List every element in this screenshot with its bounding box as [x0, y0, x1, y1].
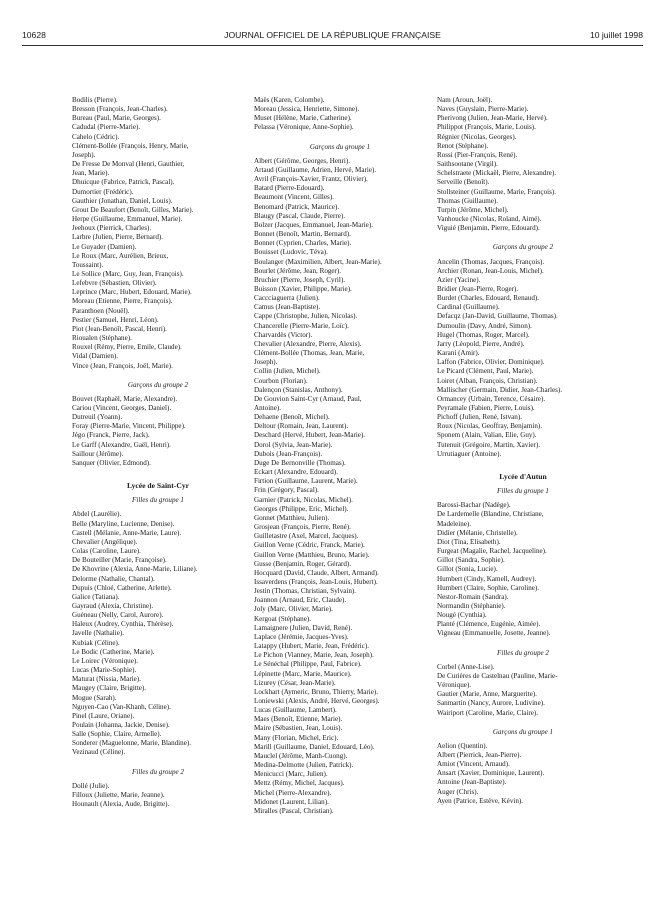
name-entry: Dalençon (Stanislas, Anthony). — [254, 385, 343, 394]
name-entry: Archier (Ronan, Jean-Louis, Michel). — [437, 266, 544, 275]
name-entry: Bouisset (Ludovic, Téva). — [254, 248, 328, 257]
name-entry: Bonnet (Benoît, Martin, Bernard). — [254, 230, 351, 239]
name-entry: Joseph). — [72, 150, 96, 159]
name-entry: Bourlet (Jérôme, Jean, Roger). — [254, 266, 342, 275]
name-entry: Guéneau (Nelly, Carol, Aurore). — [72, 611, 164, 620]
name-entry: Pherivong (Julien, Jean-Marie, Hervé). — [437, 114, 548, 123]
name-entry: Lucas (Guillaume, Lambert). — [254, 706, 337, 715]
name-entry: Dhuicque (Fabrice, Patrick, Pascal). — [72, 178, 175, 187]
name-entry: Ansart (Xavier, Dominique, Laurent). — [437, 769, 545, 778]
name-entry: Stollsteiner (Guillaume, Marie, François). — [437, 187, 556, 196]
name-entry: Wairiport (Caroline, Marie, Claire). — [437, 708, 539, 717]
name-entry: Defacqz (Jan-David, Guillaume, Thomas). — [437, 312, 558, 321]
name-entry: Albert (Gérôme, Georges, Henri). — [254, 156, 350, 165]
name-entry: Hounault (Alexia, Aude, Brigitte). — [72, 800, 170, 809]
name-entry: Maës (Karen, Colombe). — [254, 96, 325, 104]
name-entry: Poulain (Johanna, Jackie, Denise). — [72, 721, 170, 729]
name-entry: Le Sénéchal (Philippe, Paul, Fabrice). — [254, 660, 362, 669]
name-entry: Peyramale (Fabien, Pierre, Louis). — [437, 404, 535, 412]
group-heading: Garçons du groupe 2 — [492, 243, 554, 252]
name-entry: Boulanger (Maximilien, Albert, Jean-Marie). — [254, 257, 382, 266]
name-entry: Cadudal (Pierre-Marie). — [72, 123, 141, 132]
name-entry: Firtion (Guillaume, Laurent, Marie). — [254, 477, 358, 486]
name-entry: Filloux (Juliette, Marie, Jeanne). — [72, 790, 165, 799]
name-entry: Maturat (Nissia, Marie). — [72, 675, 141, 684]
name-entry: Diot (Tina, Elisabeth). — [437, 537, 501, 546]
name-entry: Joseph). — [254, 358, 278, 367]
name-entry: Nougé (Cynthia). — [437, 611, 487, 620]
name-entry: Corbel (Anne-Lise). — [437, 662, 495, 671]
name-entry: Jeehoux (Pierrick, Charles). — [72, 224, 152, 233]
name-entry: Salle (Sophie, Claire, Armelle). — [72, 730, 162, 739]
name-entry: Ormancey (Urbain, Terence, Césaire). — [437, 394, 546, 403]
name-entry: Urrutiaguer (Antoine). — [437, 449, 502, 458]
name-entry: Le Bodic (Catherine, Marie). — [72, 647, 155, 656]
name-entry: Gonnet (Matthieu, Julien). — [254, 513, 330, 522]
name-entry: Maugey (Claire, Brigitte). — [72, 684, 147, 693]
name-entry: Courbon (Florian). — [254, 376, 308, 385]
group-heading: Garçons du groupe 2 — [127, 380, 189, 389]
name-entry: Artaud (Guillaume, Adrien, Hervé, Marie). — [254, 165, 377, 174]
name-entry: Nestor-Romain (Sandra). — [437, 592, 509, 601]
name-entry: Batard (Pierre-Edouard). — [254, 184, 325, 193]
name-entry: Le Picard (Clément, Paul, Marie). — [437, 367, 534, 376]
name-entry: Kubiak (Céline). — [72, 638, 120, 647]
name-entry: Camus (Jean-Baptiste). — [254, 303, 321, 312]
name-entry: Lockhart (Aymeric, Bruno, Thierry, Marie). — [254, 687, 379, 696]
name-entry: Roux (Nicolas, Geoffray, Benjamin). — [437, 422, 542, 431]
name-entry: Dehaene (Benoît, Michel). — [254, 413, 330, 422]
name-entry: Bouvet (Raphaël, Marie, Alexandre). — [72, 394, 178, 403]
name-entry: Abdel (Laurélie). — [72, 510, 122, 519]
name-entry: Foray (Pierre-Marie, Vincent, Philippe). — [72, 422, 186, 431]
name-entry: Duge De Bernonville (Thomas). — [254, 458, 346, 467]
name-entry: Karani (Amir). — [437, 349, 480, 358]
name-entry: Rossi (Pier-François, René). — [437, 150, 518, 159]
name-entry: Moreau (Etienne, Pierre, François). — [72, 297, 173, 306]
name-entry: Clément-Bollée (François, Henry, Marie, — [72, 141, 189, 150]
name-entry: Paranthoen (Nouël). — [72, 306, 130, 315]
name-entry: Javelle (Nathalie). — [72, 629, 124, 638]
name-entry: Dollé (Julie). — [72, 781, 110, 790]
name-entry: Gusse (Benjamin, Roger, Gérard). — [254, 559, 352, 568]
name-entry: Pichoff (Julien, René, Istvan). — [437, 413, 522, 422]
name-entry: Grosjean (François, Pierre, René). — [254, 523, 351, 532]
name-entry: Antoine). — [254, 404, 281, 412]
name-entry: De Curières de Castelnau (Pauline, Marie- — [437, 671, 558, 680]
name-entry: Pinel (Laure, Oriane). — [72, 711, 135, 720]
column-1 — [72, 96, 244, 809]
name-entry: Muset (Hélène, Marie, Catherine). — [254, 114, 352, 123]
name-entry: Humbert (Claire, Sophie, Caroline). — [437, 583, 540, 592]
name-entry: Planté (Clémence, Eugénie, Aimée). — [437, 620, 541, 629]
name-entry: Dorol (Sylvia, Jean-Marie). — [254, 440, 333, 449]
name-entry: Schelstraete (Mickaël, Pierre, Alexandre). — [437, 169, 556, 178]
name-entry: Jarry (Léopold, Pierre, André). — [437, 339, 525, 348]
name-entry: Delorme (Nathalie, Chantal). — [72, 574, 155, 583]
name-entry: Azier (Yacine). — [437, 275, 481, 284]
name-entry: Lefebvre (Sébastien, Olivier). — [72, 279, 157, 288]
name-entry: Midonet (Laurent, Lilian). — [254, 797, 329, 806]
name-entry: Ancelin (Thomas, Jacques, François). — [437, 257, 545, 266]
name-entry: Pestier (Samuel, Henri, Léon). — [72, 315, 159, 324]
name-entry: Gillot (Sonia, Lucie). — [437, 565, 498, 574]
name-entry: Bolzer (Jacques, Emmanuel, Jean-Marie). — [254, 220, 373, 229]
spacer — [254, 133, 426, 142]
name-entry: Gautier (Marie, Anne, Marguerite). — [437, 690, 537, 699]
name-entry: Philippot (François, Marie, Louis). — [437, 123, 536, 132]
name-entry: Piot (Jean-Benoît, Pascal, Henri). — [72, 324, 167, 333]
name-entry: Loiret (Alban, François, Christian). — [437, 376, 538, 385]
name-entry: Cardinal (Guillaume). — [437, 303, 500, 312]
name-entry: Régnier (Nicolas, Georges). — [437, 132, 517, 141]
page-header — [22, 30, 643, 44]
name-entry: Dupuis (Chloé, Catherine, Arlette). — [72, 583, 172, 592]
name-entry: Auger (Chris). — [437, 787, 479, 796]
name-entry: Many (Florian, Michel, Eric). — [254, 733, 339, 742]
name-entry: Vezinaud (Céline). — [72, 748, 126, 757]
name-entry: Rouxel (Rémy, Pierre, Emile, Claude). — [72, 343, 182, 352]
name-entry: Naves (Guyslain, Pierre-Marie). — [437, 105, 529, 114]
name-entry: Le Pichon (Vianney, Marie, Jean, Joseph). — [254, 651, 374, 660]
group-heading: Filles du groupe 1 — [497, 487, 549, 496]
name-entry: Georges (Philippe, Eric, Michel). — [254, 504, 349, 513]
name-entry: Deltour (Romain, Jean, Laurent). — [254, 422, 349, 431]
name-entry: Hocquard (David, Claude, Albert, Armand). — [254, 568, 379, 577]
name-entry: Gauthier (Jonathan, Daniel, Louis). — [72, 196, 173, 205]
name-entry: Galice (Tatiana). — [72, 592, 120, 601]
name-entry: Tutenuit (Grégoire, Martin, Xavier). — [437, 440, 540, 449]
name-entry: Leprince (Marc, Hubert, Edouard, Marie). — [72, 288, 192, 297]
name-entry: Loniewski (Alexis, André, Hervé, Georges). — [254, 697, 380, 705]
name-entry: Madeleine). — [437, 519, 472, 528]
name-entry: Deschard (Hervé, Hubert, Jean-Marie). — [254, 431, 366, 440]
name-entry: Haleux (Audrey, Cynthia, Thérèse). — [72, 620, 174, 629]
name-entry: Vanhoucke (Nicolas, Roland, Aimé). — [437, 215, 542, 224]
name-entry: Latappy (Hubert, Marie, Jean, Frédéric). — [254, 642, 370, 651]
name-entry: Jégo (Franck, Pierre, Jack). — [72, 431, 150, 440]
name-entry: Charvardès (Victor). — [254, 330, 313, 339]
name-entry: Le Roux (Marc, Aurélien, Brieux, — [72, 251, 169, 260]
name-entry: Furgeat (Magalie, Rachel, Jacqueline). — [437, 547, 547, 556]
name-entry: Marill (Guillaume, Daniel, Edouard, Léo). — [254, 742, 375, 751]
name-entry: Le Loirec (Véronique). — [72, 656, 138, 665]
name-entry: Le Guyader (Damien). — [72, 242, 137, 251]
school-heading: Lycée d'Autun — [499, 471, 547, 481]
school-heading: Lycée de Saint-Cyr — [126, 481, 189, 491]
name-entry: Cahelo (Cédric). — [72, 132, 120, 141]
name-entry: Lépinette (Marc, Marie, Maurice). — [254, 669, 352, 678]
name-entry: Renot (Stéphane). — [437, 141, 489, 150]
name-entry: Le Sollice (Marc, Guy, Jean, François). — [72, 269, 184, 278]
name-entry: De Khovrine (Alexia, Anne-Marie, Liliane). — [72, 565, 198, 574]
group-heading: Filles du groupe 2 — [132, 767, 184, 776]
name-entry: Dumoulin (Davy, André, Simon). — [437, 321, 532, 330]
name-entry: Mallischer (Germain, Didier, Jean-Charles). — [437, 385, 562, 394]
name-entry: Vince (Jean, François, Joël, Marie). — [72, 361, 173, 370]
spacer — [72, 371, 244, 380]
name-entry: Thomas (Guillaume). — [437, 196, 499, 205]
name-entry: Laplace (Jérémie, Jacques-Yves). — [254, 632, 349, 641]
group-heading: Filles du groupe 1 — [132, 496, 184, 505]
name-entry: Nguyen-Cao (Van-Khanh, Céline). — [72, 702, 171, 711]
name-entry: Didier (Mélanie, Christelle). — [437, 528, 518, 537]
name-entry: Maire (Sébastien, Jean, Louis). — [254, 724, 343, 733]
name-entry: Frin (Grégory, Pascal). — [254, 486, 319, 495]
name-entry: Colas (Caroline, Laure). — [72, 547, 141, 556]
name-entry: Miralles (Pascal, Christian). — [254, 806, 334, 815]
spacer — [72, 758, 244, 767]
name-entry: De Lardemelle (Blandine, Christiane, — [437, 510, 544, 519]
name-entry: Collin (Julien, Michel). — [254, 367, 321, 376]
name-entry: Lizurey (César, Jean-Marie). — [254, 678, 336, 687]
name-entry: Mettz (Rémy, Michel, Jacques). — [254, 779, 345, 788]
name-entry: Joannon (Arnaud, Eric, Claude). — [254, 596, 347, 605]
name-entry: Amiot (Vincent, Arnaud). — [437, 760, 510, 769]
column-2 — [254, 96, 426, 816]
name-entry: Benomard (Patrick, Maurice). — [254, 202, 340, 211]
name-entry: Sonderer (Maguelonne, Marie, Blandine). — [72, 739, 191, 748]
name-entry: De Fresse De Monval (Henri, Gauthier, — [72, 160, 185, 169]
name-entry: De Gouvion Saint-Cyr (Arnaud, Paul, — [254, 394, 362, 403]
group-heading: Filles du groupe 2 — [497, 648, 549, 657]
name-entry: Jestin (Thomas, Christian, Sylvain). — [254, 587, 357, 596]
name-entry: Turpin (Jérôme, Michel). — [437, 205, 509, 214]
name-entry: Lamaignere (Julien, David, René). — [254, 623, 353, 632]
name-entry: Viguié (Benjamin, Pierre, Edouard). — [437, 224, 540, 233]
name-entry: Aelion (Quentin). — [437, 741, 488, 750]
name-entry: Castell (Mélanie, Anne-Marie, Laure). — [72, 528, 182, 537]
name-entry: Antoine (Jean-Baptiste). — [437, 778, 507, 787]
spacer — [437, 639, 609, 648]
name-entry: Guillon Verne (Cédric, Franck, Marie). — [254, 541, 365, 550]
name-entry: Chevalier (Angélique). — [72, 537, 138, 546]
name-entry: Issaverdens (François, Jean-Louis, Hubert). — [254, 577, 378, 586]
journal-title: JOURNAL OFFICIEL DE LA RÉPUBLIQUE FRANÇAISE — [224, 30, 441, 40]
name-entry: Normandin (Stéphanie). — [437, 601, 506, 610]
name-entry: Bureau (Paul, Marie, Georges). — [72, 114, 161, 123]
name-entry: Humbert (Cindy, Kamell, Audrey). — [437, 574, 537, 583]
name-entry: Mauclel (Jérôme, Manh-Cuong). — [254, 751, 348, 760]
name-entry: Albert (Pierrick, Jean-Pierre). — [437, 751, 522, 759]
name-entry: Bresson (François, Jean-Charles). — [72, 105, 168, 114]
name-entry: Guilletastre (Axel, Marcel, Jacques). — [254, 532, 359, 541]
name-entry: Michel (Pierre-Alexandre). — [254, 788, 332, 797]
name-entry: De Bouteiller (Marie, Françoise). — [72, 556, 167, 565]
name-entry: Chancerelle (Pierre-Marie, Loïc). — [254, 321, 349, 330]
name-entry: Burdet (Charles, Edouard, Renaud). — [437, 294, 540, 303]
name-entry: Barossi-Bachar (Nadège). — [437, 501, 511, 510]
name-entry: Cappe (Christophe, Julien, Nicolas). — [254, 312, 358, 321]
name-entry: Sanquer (Olivier, Edmond). — [72, 458, 151, 467]
name-entry: Menicucci (Marc, Julien). — [254, 770, 328, 779]
name-entry: Bodilis (Pierre). — [72, 96, 118, 104]
spacer — [437, 459, 609, 468]
name-entry: Dubois (Jean-François). — [254, 449, 323, 458]
name-entry: Joly (Marc, Olivier, Marie). — [254, 605, 333, 614]
spacer — [437, 233, 609, 242]
name-entry: Buisson (Xavier, Philippe, Marie). — [254, 284, 352, 293]
name-entry: Véronique). — [437, 681, 472, 690]
column-3 — [437, 96, 609, 806]
name-entry: Belle (Maryline, Lucienne, Denise). — [72, 519, 175, 528]
header-rule — [22, 45, 643, 46]
name-entry: Bonnet (Cyprien, Charles, Marie). — [254, 239, 352, 248]
name-entry: Kergoat (Stéphane). — [254, 614, 311, 623]
name-entry: Guillon Verne (Matthieu, Bruno, Marie). — [254, 550, 370, 559]
name-entry: Dutreuil (Yoann). — [72, 413, 123, 422]
name-entry: Sanmartin (Nancy, Aurore, Ludivine). — [437, 699, 545, 708]
name-entry: Blaugy (Pascal, Claude, Pierre). — [254, 211, 346, 220]
name-entry: Nam (Aroun, Joël). — [437, 96, 493, 104]
group-heading: Garçons du groupe 1 — [309, 142, 371, 151]
name-entry: Avril (François-Xavier, Frantz, Olivier). — [254, 175, 368, 184]
name-entry: Caccciaguerra (Julien). — [254, 294, 320, 303]
spacer — [437, 718, 609, 727]
name-entry: Mogue (Sarah). — [72, 693, 117, 702]
spacer — [72, 468, 244, 477]
name-entry: Dumortier (Frédéric). — [72, 187, 134, 196]
name-entry: Serveille (Benoît). — [437, 178, 490, 187]
name-entry: Saillour (Jérôme). — [72, 449, 124, 458]
name-entry: Pelassa (Véronique, Anne-Sophie). — [254, 123, 354, 132]
group-heading: Garçons du groupe 1 — [492, 727, 554, 736]
issue-date: 10 juillet 1998 — [589, 30, 643, 40]
name-entry: Moreau (Jessica, Henriette, Simone). — [254, 105, 360, 114]
name-entry: Hugel (Thomas, Roger, Marcel). — [437, 330, 530, 339]
name-entry: Clément-Bollée (Thomas, Jean, Marie, — [254, 349, 365, 358]
name-entry: Garnier (Patrick, Nicolas, Michel). — [254, 495, 353, 504]
name-entry: Gayraud (Alexia, Christine). — [72, 601, 154, 610]
name-entry: Le Garff (Alexandre, Gaël, Henri). — [72, 440, 171, 449]
name-entry: Jean, Marie). — [72, 169, 110, 178]
name-entry: Herpe (Guillaume, Emmanuel, Marie). — [72, 215, 183, 224]
name-entry: Beaumont (Vincent, Gilles). — [254, 193, 334, 202]
name-entry: Gillot (Sandra, Sophie). — [437, 556, 505, 565]
name-entry: Toussaint). — [72, 260, 104, 269]
name-entry: Rioualen (Stéphane). — [72, 334, 132, 343]
name-entry: Medina-Delmotte (Julien, Patrick). — [254, 761, 354, 770]
name-entry: Maes (Benoît, Etienne, Marie). — [254, 715, 343, 724]
name-entry: Larbre (Julien, Pierre, Bernard). — [72, 233, 163, 242]
page-number: 10628 — [22, 30, 46, 40]
name-entry: Bruchier (Pierre, Joseph, Cyril). — [254, 275, 346, 284]
name-entry: Saithsootane (Virgil). — [437, 160, 498, 169]
name-entry: Vigneau (Emmanuelle, Josette, Jeanne). — [437, 629, 551, 638]
name-entry: Bridier (Jean-Pierre, Roger). — [437, 284, 519, 293]
name-entry: Eckart (Alexandre, Edouard). — [254, 468, 338, 477]
name-entry: Vidal (Damien). — [72, 352, 119, 361]
name-entry: Ayen (Patrice, Estève, Kévin). — [437, 796, 524, 805]
name-entry: Laffon (Fabrice, Olivier, Dominique). — [437, 358, 545, 367]
name-entry: Cariou (Vincent, Georges, Daniel). — [72, 404, 172, 412]
name-entry: Grout De Beaufort (Benoît, Gilles, Marie). — [72, 205, 194, 214]
name-entry: Sponem (Alain, Valian, Elie, Guy). — [437, 431, 537, 440]
name-entry: Chevalier (Alexandre, Pierre, Alexis). — [254, 339, 362, 348]
name-entry: Lucas (Marie-Sophie). — [72, 666, 137, 675]
